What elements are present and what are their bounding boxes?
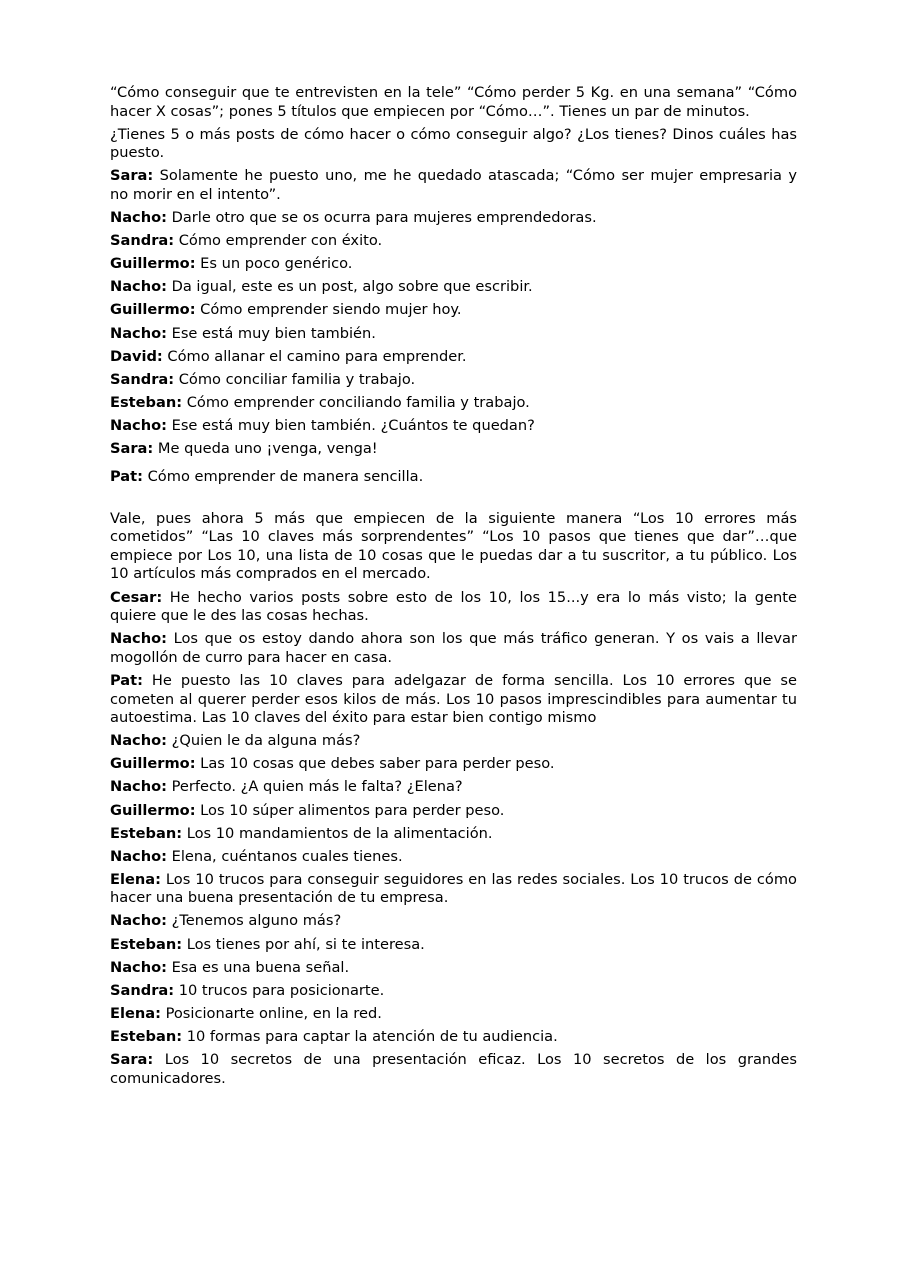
speech-text: ¿Tenemos alguno más?	[166, 912, 342, 930]
speaker-name: Esteban:	[110, 1027, 183, 1045]
dialogue-section-2	[110, 589, 797, 1089]
speaker-name: Nacho:	[110, 209, 167, 227]
speech-text: Cómo allanar el camino para emprender.	[162, 347, 467, 365]
speech-text: Da igual, este es un post, algo sobre que escribir.	[166, 278, 533, 296]
speaker-name: Guillermo:	[110, 301, 196, 319]
dialogue-line	[110, 825, 797, 844]
dialogue-line	[110, 589, 797, 626]
speaker-name: Sara:	[110, 440, 154, 457]
speaker-name: Pat:	[110, 671, 143, 689]
document-page	[110, 84, 797, 1093]
dialogue-line	[110, 167, 797, 204]
speaker-name: Guillermo:	[110, 755, 196, 773]
dialogue-line	[110, 982, 797, 1001]
dialogue-line	[110, 672, 797, 728]
dialogue-section-1	[110, 167, 797, 486]
speech-text: Darle otro que se os ocurra para mujeres emprendedoras.	[166, 209, 597, 227]
speech-text: Cómo emprender siendo mujer hoy.	[195, 301, 462, 319]
speech-text: 10 formas para captar la atención de tu audiencia.	[182, 1027, 558, 1045]
dialogue-line	[110, 848, 797, 867]
speech-text: Cómo emprender con éxito.	[174, 232, 383, 250]
dialogue-line	[110, 936, 797, 955]
dialogue-line	[110, 209, 797, 228]
dialogue-line	[110, 278, 797, 297]
dialogue-line	[110, 755, 797, 774]
speaker-name: Esteban:	[110, 935, 183, 953]
dialogue-line	[110, 348, 797, 367]
speech-text: Me queda uno ¡venga, venga!	[153, 440, 378, 457]
speech-text: Cómo emprender de manera sencilla.	[142, 467, 424, 485]
speech-text: Perfecto. ¿A quien más le falta? ¿Elena?	[166, 778, 463, 796]
intro-paragraph: ¿Tienes 5 o más posts de cómo hacer o cómo conseguir algo? ¿Los tienes? Dinos cuáles has puesto.	[110, 125, 797, 162]
speech-text: Es un poco genérico.	[195, 255, 353, 273]
dialogue-line	[110, 1028, 797, 1047]
dialogue-line	[110, 301, 797, 320]
dialogue-line	[110, 255, 797, 274]
speaker-name: Elena:	[110, 870, 161, 888]
speaker-name: Guillermo:	[110, 801, 196, 819]
dialogue-line	[110, 394, 797, 413]
dialogue-line	[110, 325, 797, 344]
intro-paragraph: “Cómo conseguir que te entrevisten en la tele” “Cómo perder 5 Kg. en una semana” “Cómo hacer X cosas”; pones 5 títulos que empiecen por “Cómo…”. Tienes un par de minutos.	[110, 84, 797, 120]
dialogue-line	[110, 778, 797, 797]
speaker-name: Esteban:	[110, 824, 183, 842]
dialogue-line	[110, 417, 797, 436]
speech-text: Cómo emprender conciliando familia y trabajo.	[182, 393, 530, 411]
speech-text: Esa es una buena señal.	[166, 958, 350, 976]
speaker-name: Sandra:	[110, 370, 175, 388]
speaker-name: Cesar:	[110, 588, 163, 606]
speaker-name: Nacho:	[110, 912, 167, 930]
speech-text: Los 10 trucos para conseguir seguidores en las redes sociales. Los 10 trucos de cómo hacer una buena presentación de tu empresa.	[110, 870, 797, 907]
speaker-name: Guillermo:	[110, 255, 196, 273]
speaker-name: Sara:	[110, 1051, 154, 1069]
speech-text: Ese está muy bien también. ¿Cuántos te quedan?	[166, 416, 535, 434]
dialogue-line	[110, 440, 797, 459]
speaker-name: Pat:	[110, 467, 143, 485]
speaker-name: Sandra:	[110, 981, 175, 999]
dialogue-line	[110, 232, 797, 251]
dialogue-line	[110, 802, 797, 821]
dialogue-line	[110, 732, 797, 751]
dialogue-line	[110, 371, 797, 390]
speech-text: Los 10 súper alimentos para perder peso.	[195, 801, 505, 819]
speaker-name: Nacho:	[110, 278, 167, 296]
speech-text: Ese está muy bien también.	[166, 324, 376, 342]
speaker-name: Sandra:	[110, 232, 175, 250]
dialogue-line	[110, 912, 797, 931]
speech-text: Cómo conciliar familia y trabajo.	[174, 370, 416, 388]
speech-text: Las 10 cosas que debes saber para perder peso.	[195, 755, 555, 773]
speech-text: He puesto las 10 claves para adelgazar de forma sencilla. Los 10 errores que se cometen al querer perder esos kilos de más. Los 10 pasos imprescindibles para aumentar tu autoestima. Las 10 claves del éxito para estar bien contigo mismo	[110, 671, 797, 727]
speaker-name: Sara:	[110, 167, 154, 185]
dialogue-line	[110, 871, 797, 908]
speech-text: ¿Quien le da alguna más?	[166, 732, 361, 750]
dialogue-line	[110, 959, 797, 978]
dialogue-line	[110, 468, 797, 487]
section-spacer	[110, 491, 797, 510]
second-intro-paragraph: Vale, pues ahora 5 más que empiecen de la siguiente manera “Los 10 errores más cometidos” “Las 10 claves más sorprendentes” “Los 10 pasos que tienes que dar”…que empiece por Los 10, una lista de 10 cosas que le puedas dar a tu suscritor, a tu público. Los 10 artículos más comprados en el mercado.	[110, 509, 797, 583]
speech-text: Los 10 secretos de una presentación eficaz. Los 10 secretos de los grandes comunicadores.	[110, 1051, 797, 1087]
speaker-name: Esteban:	[110, 393, 183, 411]
speaker-name: Nacho:	[110, 732, 167, 750]
speaker-name: Nacho:	[110, 416, 167, 434]
speaker-name: Elena:	[110, 1004, 161, 1022]
speaker-name: Nacho:	[110, 847, 167, 865]
dialogue-line	[110, 1005, 797, 1024]
dialogue-line	[110, 1051, 797, 1088]
speech-text: Solamente he puesto uno, me he quedado atascada; “Cómo ser mujer empresaria y no morir en el intento”.	[110, 167, 797, 203]
speaker-name: Nacho:	[110, 778, 167, 796]
speech-text: Los tienes por ahí, si te interesa.	[182, 935, 425, 953]
speech-text: He hecho varios posts sobre esto de los 10, los 15...y era lo más visto; la gente quiere que le des las cosas hechas.	[110, 588, 797, 625]
speaker-name: Nacho:	[110, 630, 167, 648]
speech-text: 10 trucos para posicionarte.	[174, 981, 385, 999]
speaker-name: David:	[110, 347, 163, 365]
speaker-name: Nacho:	[110, 324, 167, 342]
speaker-name: Nacho:	[110, 958, 167, 976]
speech-text: Los que os estoy dando ahora son los que más tráfico generan. Y os vais a llevar mogollón de curro para hacer en casa.	[110, 630, 797, 666]
speech-text: Posicionarte online, en la red.	[160, 1004, 382, 1022]
dialogue-line	[110, 630, 797, 667]
speech-text: Los 10 mandamientos de la alimentación.	[182, 824, 493, 842]
speech-text: Elena, cuéntanos cuales tienes.	[166, 847, 403, 865]
